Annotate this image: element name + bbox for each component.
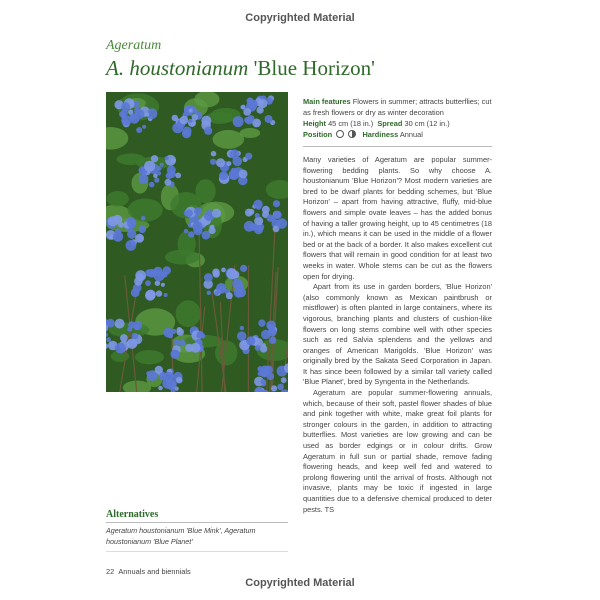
page-title [106,56,375,81]
alternatives-heading: Alternatives [106,509,159,520]
position-label: Position [303,130,333,139]
page-number: 22 [106,567,115,576]
hardiness-label: Hardiness [362,130,399,139]
body-paragraph-1: Many varieties of Ageratum are popular summer-flowering bedding plants. So why choose A. houstonianum 'Blue Horizon'? Most modern varieties are bred to be dwarf plants for bedding schemes, but 'Blue Horizon' – apart from having attractive, fluffy, mid-blue flowers and simple ovate leaves – has the added bonus of having a taller growing height, up to 45 centimetres (18 in.), which means it can be used in the middle of a flower bed or at the back of a border. It also makes excellent cut flowers that will remain in good condition for at least two weeks in water. Whole stems can be cut as the flowers open for drying. [303,155,492,281]
plant-facts [303,96,493,140]
full-sun-icon [336,130,344,138]
main-features-label: Main features [303,97,351,106]
section-name: Annuals and biennials [118,567,191,576]
spread-value: 30 cm (12 in.) [404,119,450,128]
body-paragraph-2: Apart from its use in garden borders, 'Blue Horizon' (also commonly known as Mexican paintbrush or mistflower) is often planted in large containers, where its vigorous, branching plants and clusters of cushion-like flowers on long stems combine well with other species such as red Salvia splendens and the yellows and oranges of American Marigolds. 'Blue Horizon' was originally bred by the Sakata Seed Corporation in Japan. It has since been followed by a similar tall variety called 'Blue Planet', bred by Syngenta in the Netherlands. [303,282,492,387]
genus-heading: Ageratum [106,38,162,53]
article-body [303,155,492,515]
copyright-watermark-bottom: Copyrighted Material [245,577,355,589]
copyright-watermark-top: Copyrighted Material [245,12,355,24]
main-features-block [303,97,492,117]
partial-shade-icon [348,130,356,138]
title-cultivar: 'Blue Horizon' [253,56,375,80]
hardiness-value: Annual [399,130,423,139]
plant-photo [106,92,288,392]
body-paragraph-3: Ageratum are popular summer-flowering annuals, which, because of their soft, pastel flower shades of blue and pink together with white, make great foil plants for stronger colours in the garden, in addition to attracting butterflies. Most varieties are low growing and can be used as border edgings or in colour drifts. Grow Ageratum in full sun or partial shade, remove fading flowering heads, and keep well fed and watered to prolong flowering until the arrival of frosts. Although not invasive, plants may be toxic if ingested in large quantities due to a defensive chemical produced to deter pests. TS [303,388,492,514]
facts-divider [303,146,492,147]
position-line [303,129,493,140]
alternatives-bottom-divider [106,551,288,552]
dimensions-line [303,118,493,129]
alternatives-divider [106,522,288,523]
height-value: 45 cm (18 in.) [328,119,374,128]
alternatives-text: Ageratum houstonianum 'Blue Mink', Ageratum houstonianum 'Blue Planet' [106,526,256,546]
title-species: A. houstonianum [106,56,249,80]
spread-label: Spread [377,119,403,128]
ageratum-flowers-image [106,92,288,392]
height-label: Height [303,119,326,128]
page-footer [106,567,191,576]
main-features-text: Flowers in summer; attracts butterflies; cut as fresh flowers or dry as winter decoration [303,97,492,117]
